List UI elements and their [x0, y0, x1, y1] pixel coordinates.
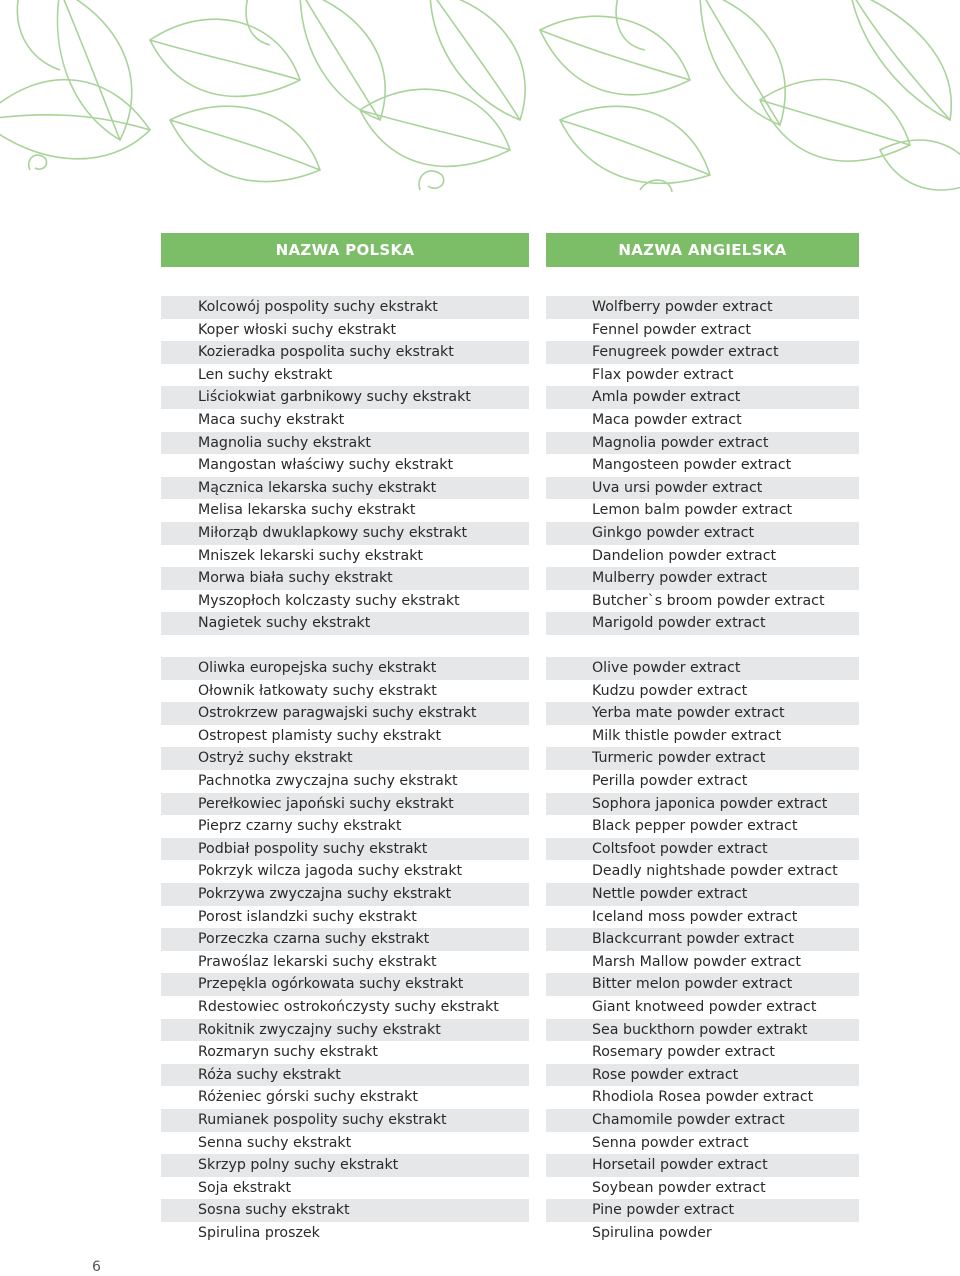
polish-name-cell: Melisa lekarska suchy ekstrakt — [198, 502, 416, 519]
table-row — [0, 545, 960, 568]
table-row — [0, 1109, 960, 1132]
polish-name-cell: Oliwka europejska suchy ekstrakt — [161, 657, 529, 680]
table-row — [0, 567, 960, 590]
table-row — [0, 612, 960, 635]
leaf-pattern-icon — [0, 0, 960, 197]
polish-name-cell: Morwa biała suchy ekstrakt — [161, 567, 529, 590]
page-number: 6 — [92, 1259, 101, 1275]
table-row — [0, 432, 960, 455]
polish-name-cell: Skrzyp polny suchy ekstrakt — [161, 1154, 529, 1177]
english-name-cell: Maca powder extract — [592, 412, 742, 428]
english-name-cell: Mangosteen powder extract — [592, 457, 792, 474]
table-row — [0, 1041, 960, 1064]
table-row — [0, 770, 960, 793]
english-name-cell: Pine powder extract — [546, 1199, 859, 1222]
english-name-cell: Black pepper powder extract — [592, 818, 798, 835]
polish-name-cell: Porost islandzki suchy ekstrakt — [198, 908, 417, 925]
polish-name-cell: Perełkowiec japoński suchy ekstrakt — [161, 793, 529, 816]
table-row — [0, 341, 960, 364]
polish-name-cell: Len suchy ekstrakt — [198, 366, 333, 383]
table-row — [0, 522, 960, 545]
empty-row-pl — [161, 635, 529, 658]
polish-name-cell: Myszopłoch kolczasty suchy ekstrakt — [198, 592, 460, 609]
polish-name-cell: Rokitnik zwyczajny suchy ekstrakt — [161, 1019, 529, 1042]
english-name-cell: Senna powder extract — [592, 1134, 749, 1151]
english-name-cell: Sea buckthorn powder extrakt — [546, 1019, 859, 1042]
english-name-cell: Giant knotweed powder extract — [592, 999, 817, 1015]
english-name-cell: Fenugreek powder extract — [546, 341, 859, 364]
header-english-name: NAZWA ANGIELSKA — [546, 233, 859, 267]
english-name-cell: Turmeric powder extract — [546, 747, 859, 770]
polish-name-cell: Kozieradka pospolita suchy ekstrakt — [161, 341, 529, 364]
english-name-cell: Iceland moss powder extract — [592, 908, 798, 925]
english-name-cell: Horsetail powder extract — [546, 1154, 859, 1177]
polish-name-cell: Soja ekstrakt — [198, 1179, 292, 1196]
english-name-cell: Rose powder extract — [546, 1064, 859, 1087]
table-row — [0, 1064, 960, 1087]
table-row — [0, 725, 960, 748]
polish-name-cell: Ostrokrzew paragwajski suchy ekstrakt — [161, 702, 529, 725]
english-name-cell: Milk thistle powder extract — [592, 727, 782, 744]
english-name-cell: Chamomile powder extract — [546, 1109, 859, 1132]
polish-name-cell: Ostryż suchy ekstrakt — [161, 747, 529, 770]
polish-name-cell: Senna suchy ekstrakt — [198, 1134, 352, 1151]
polish-name-cell: Mniszek lekarski suchy ekstrakt — [198, 547, 423, 564]
table-row — [0, 364, 960, 387]
table-row — [0, 1019, 960, 1042]
english-name-cell: Amla powder extract — [546, 386, 859, 409]
polish-name-cell: Różeniec górski suchy ekstrakt — [198, 1089, 418, 1106]
polish-name-cell: Kolcowój pospolity suchy ekstrakt — [161, 296, 529, 319]
english-name-cell: Flax powder extract — [592, 366, 734, 383]
english-name-cell: Marigold powder extract — [546, 612, 859, 635]
table-row — [0, 951, 960, 974]
english-name-cell: Magnolia powder extract — [546, 432, 859, 455]
english-name-cell: Olive powder extract — [546, 657, 859, 680]
polish-name-cell: Ostropest plamisty suchy ekstrakt — [198, 727, 442, 744]
table-row — [0, 1086, 960, 1109]
english-name-cell: Ginkgo powder extract — [546, 522, 859, 545]
english-name-cell: Uva ursi powder extract — [546, 477, 859, 500]
empty-row-en — [546, 635, 859, 658]
english-name-cell: Coltsfoot powder extract — [546, 838, 859, 861]
table-row — [0, 973, 960, 996]
english-name-cell: Kudzu powder extract — [592, 682, 748, 699]
english-name-cell: Lemon balm powder extract — [592, 502, 793, 519]
english-name-cell: Deadly nightshade powder extract — [592, 863, 838, 880]
polish-name-cell: Porzeczka czarna suchy ekstrakt — [161, 928, 529, 951]
english-name-cell: Butcher`s broom powder extract — [592, 592, 825, 609]
table-row — [0, 815, 960, 838]
table-row — [0, 319, 960, 342]
english-name-cell: Blackcurrant powder extract — [546, 928, 859, 951]
english-name-cell: Fennel powder extract — [592, 321, 751, 338]
polish-name-cell: Pokrzywa zwyczajna suchy ekstrakt — [161, 883, 529, 906]
leaf-pattern-banner — [0, 0, 960, 197]
table-row — [0, 1132, 960, 1155]
english-name-cell: Yerba mate powder extract — [546, 702, 859, 725]
polish-name-cell: Mangostan właściwy suchy ekstrakt — [198, 457, 454, 474]
polish-name-cell: Magnolia suchy ekstrakt — [161, 432, 529, 455]
table-row — [0, 793, 960, 816]
table-row — [0, 680, 960, 703]
table-row — [0, 296, 960, 319]
table-row — [0, 477, 960, 500]
table-row — [0, 906, 960, 929]
table-row — [0, 838, 960, 861]
english-name-cell: Soybean powder extract — [592, 1179, 766, 1196]
table-row — [0, 1154, 960, 1177]
table-row — [0, 657, 960, 680]
table-row — [0, 883, 960, 906]
english-name-cell: Bitter melon powder extract — [546, 973, 859, 996]
polish-name-cell: Prawoślaz lekarski suchy ekstrakt — [198, 953, 437, 970]
header-polish-name: NAZWA POLSKA — [161, 233, 529, 267]
table-row — [0, 454, 960, 477]
english-name-cell: Nettle powder extract — [546, 883, 859, 906]
table-row — [0, 1177, 960, 1200]
polish-name-cell: Maca suchy ekstrakt — [198, 412, 345, 428]
table-row — [0, 1222, 960, 1245]
table-row — [0, 1199, 960, 1222]
english-name-cell: Mulberry powder extract — [546, 567, 859, 590]
english-name-cell: Sophora japonica powder extract — [546, 793, 859, 816]
polish-name-cell: Pokrzyk wilcza jagoda suchy ekstrakt — [198, 863, 463, 880]
table-row — [0, 499, 960, 522]
english-name-cell: Rosemary powder extract — [592, 1044, 775, 1061]
polish-name-cell: Miłorząb dwuklapkowy suchy ekstrakt — [161, 522, 529, 545]
polish-name-cell: Sosna suchy ekstrakt — [161, 1199, 529, 1222]
english-name-cell: Spirulina powder — [592, 1225, 712, 1241]
table-row — [0, 860, 960, 883]
table-row — [0, 590, 960, 613]
polish-name-cell: Pieprz czarny suchy ekstrakt — [198, 818, 402, 835]
polish-name-cell: Róża suchy ekstrakt — [161, 1064, 529, 1087]
polish-name-cell: Przepękla ogórkowata suchy ekstrakt — [161, 973, 529, 996]
english-name-cell: Rhodiola Rosea powder extract — [592, 1089, 814, 1106]
table-row — [0, 747, 960, 770]
table-row — [0, 386, 960, 409]
polish-name-cell: Podbiał pospolity suchy ekstrakt — [161, 838, 529, 861]
table-row — [0, 409, 960, 432]
table-row — [0, 996, 960, 1019]
polish-name-cell: Koper włoski suchy ekstrakt — [198, 321, 397, 338]
polish-name-cell: Mącznica lekarska suchy ekstrakt — [161, 477, 529, 500]
table-row — [0, 928, 960, 951]
polish-name-cell: Rdestowiec ostrokończysty suchy ekstrakt — [198, 999, 499, 1015]
polish-name-cell: Rozmaryn suchy ekstrakt — [198, 1044, 378, 1061]
polish-name-cell: Liściokwiat garbnikowy suchy ekstrakt — [161, 386, 529, 409]
polish-name-cell: Ołownik łatkowaty suchy ekstrakt — [198, 682, 437, 699]
polish-name-cell: Rumianek pospolity suchy ekstrakt — [161, 1109, 529, 1132]
english-name-cell: Dandelion powder extract — [592, 547, 777, 564]
table-row — [0, 702, 960, 725]
polish-name-cell: Pachnotka zwyczajna suchy ekstrakt — [198, 773, 458, 789]
english-name-cell: Perilla powder extract — [592, 773, 748, 789]
polish-name-cell: Nagietek suchy ekstrakt — [161, 612, 529, 635]
english-name-cell: Marsh Mallow powder extract — [592, 953, 801, 970]
english-name-cell: Wolfberry powder extract — [546, 296, 859, 319]
polish-name-cell: Spirulina proszek — [198, 1225, 320, 1241]
